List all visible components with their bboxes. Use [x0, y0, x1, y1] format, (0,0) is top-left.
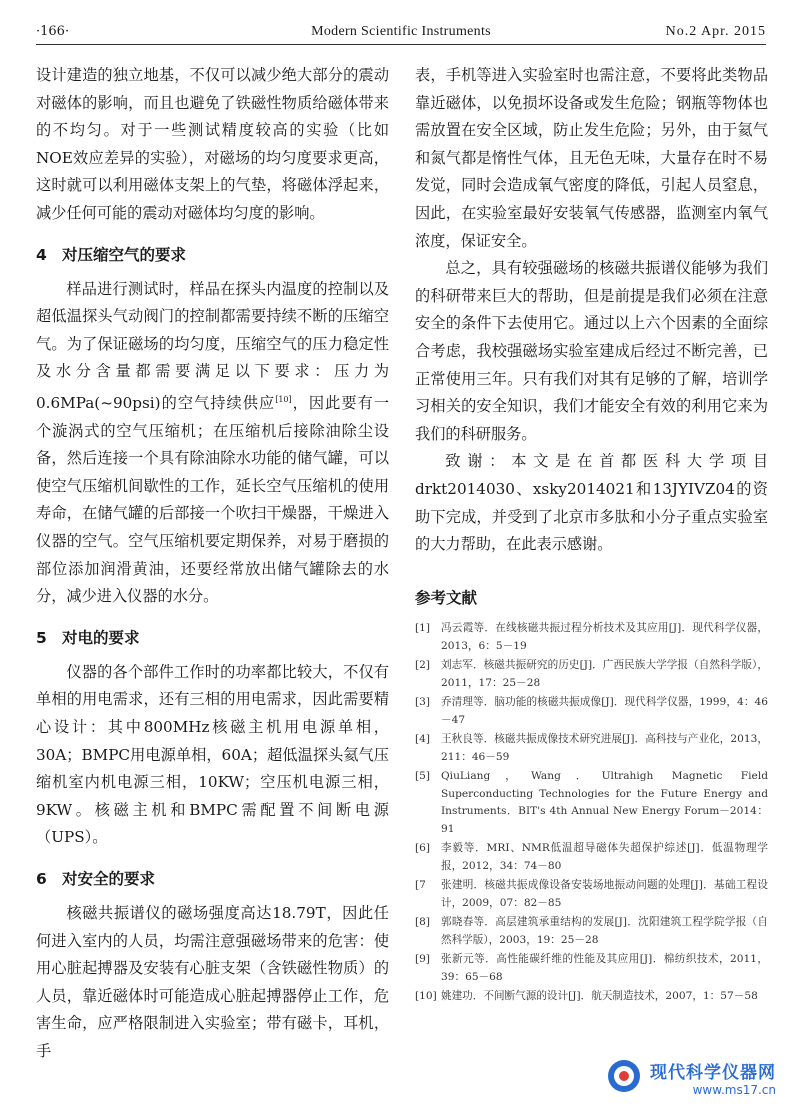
reference-number: [1]	[415, 622, 431, 635]
citation-10: [10]	[275, 394, 292, 404]
section-4-text-a: 样品进行测试时，样品在探头内温度的控制以及超低温探头气动阀门的控制都需要持续不断的压缩空气。为了保证磁场的均匀度，压缩空气的压力稳定性及水分含量都需要满足以下要求：压力为0.6MPa(~90psi)的空气持续供应	[36, 279, 389, 412]
reference-number: [7	[415, 879, 426, 892]
reference-item	[415, 840, 768, 875]
continued-paragraph: 表，手机等进入实验室时也需注意，不要将此类物品靠近磁体，以免损坏设备或发生危险；钢瓶等物体也需放置在安全区域，防止发生危险；另外，由于氦气和氮气都是惰性气体，且无色无味，大量存在时不易发觉，同时会造成氧气密度的降低，引起人员窒息，因此，在实验室最好安装氧气传感器，监测室内氧气浓度，保证安全。	[415, 66, 768, 250]
section-6-heading	[36, 868, 389, 890]
reference-item	[415, 768, 768, 838]
site-logo-icon	[606, 1058, 642, 1094]
reference-text: 姚建功．不间断气源的设计[J]．航天制造技术，2007，1：57－58	[441, 990, 758, 1003]
intro-paragraph: 设计建造的独立地基，不仅可以减少绝大部分的震动对磁体的影响，而且也避免了铁磁性物质给磁体带来的不均匀。对于一些测试精度较高的实验（比如NOE效应差异的实验），对磁场的均匀度要求更高，这时就可以利用磁体支架上的气垫，将磁体浮起来，减少任何可能的震动对磁体均匀度的影响。	[36, 66, 389, 222]
journal-name: Modern Scientific Instruments	[311, 24, 491, 39]
reference-number: [9]	[415, 953, 431, 966]
reference-number: [2]	[415, 659, 431, 672]
section-4-title: 对压缩空气的要求	[62, 245, 187, 264]
reference-item	[415, 731, 768, 766]
section-4-paragraph	[36, 276, 389, 611]
reference-text: 乔清理等．脑功能的核磁共振成像[J]．现代科学仪器，1999，4：46－47	[441, 696, 768, 726]
reference-number: [6]	[415, 842, 431, 855]
section-4-heading	[36, 244, 389, 266]
acknowledgement-paragraph: 致谢：本文是在首都医科大学项目drkt2014030、xsky2014021和13JYIVZ04的资助下完成，并受到了北京市多肽和小分子重点实验室的大力帮助，在此表示感谢。	[415, 452, 768, 554]
reference-text: 郭晓春等．高层建筑承重结构的发展[J]．沈阳建筑工程学院学报（自然科学版），2003，19：25－28	[441, 916, 768, 946]
reference-number: [10]	[415, 990, 437, 1003]
right-column	[415, 62, 768, 1008]
page-number: ·166·	[36, 24, 70, 39]
reference-item	[415, 657, 768, 692]
reference-item	[415, 877, 768, 912]
section-5-title: 对电的要求	[62, 628, 140, 647]
site-watermark	[650, 1058, 776, 1097]
section-5-heading	[36, 627, 389, 649]
reference-number: [5]	[415, 770, 431, 783]
section-6-paragraph: 核磁共振谱仪的磁场强度高达18.79T，因此任何进入室内的人员，均需注意强磁场带来的危害：使用心脏起搏器及安装有心脏支架（含铁磁性物质）的人员，靠近磁体时可能造成心脏起搏器停止工作，危害生命，应严格限制进入实验室；带有磁卡，耳机，手	[36, 903, 389, 1060]
reference-text: 刘志军．核磁共振研究的历史[J]．广西民族大学学报（自然科学版），2011，17：25－28	[441, 659, 768, 689]
reference-item	[415, 620, 768, 655]
section-6-title: 对安全的要求	[62, 869, 156, 888]
section-6-number: 6	[36, 869, 47, 888]
issue-info: No.2 Apr. 2015	[665, 24, 766, 39]
section-4-text-b: ，因此要有一个漩涡式的空气压缩机；在压缩机后接除油除尘设备，然后连接一个具有除油除水功能的储气罐，可以使空气压缩机间歇性的工作，延长空气压缩机的使用寿命，在储气罐的后部接一个吹扫干燥器，干燥进入仪器的空气。空气压缩机要定期保养，对易于磨损的部位添加润滑黄油，还要经常放出储气罐除去的水分，减少进入仪器的水分。	[36, 394, 390, 606]
running-header	[36, 22, 766, 45]
reference-text: 张建明．核磁共振成像设备安装场地振动问题的处理[J]．基础工程设计，2009，07：82－85	[441, 879, 768, 909]
reference-number: [8]	[415, 916, 431, 929]
section-5-number: 5	[36, 628, 47, 647]
section-4-number: 4	[36, 245, 47, 264]
section-5-paragraph: 仪器的各个部件工作时的功率都比较大，不仅有单相的用电需求，还有三相的用电需求，因此需要精心设计：其中800MHz核磁主机用电源单相，30A；BMPC用电源单相，60A；超低温探头氦气压缩机室内机电源三相，10KW；空压机电源三相，9KW。核磁主机和BMPC需配置不间断电源（UPS）。	[36, 662, 389, 847]
reference-item	[415, 914, 768, 949]
left-column	[36, 62, 389, 1065]
reference-list	[415, 620, 768, 1006]
reference-item	[415, 694, 768, 729]
reference-text: 冯云霞等．在线核磁共振过程分析技术及其应用[J]．现代科学仪器，2013，6：5－19	[441, 622, 768, 652]
references-heading: 参考文献	[415, 588, 478, 607]
reference-number: [3]	[415, 696, 431, 709]
reference-text: 王秋良等．核磁共振成像技术研究进展[J]．高科技与产业化，2013，211：46－59	[441, 733, 768, 763]
reference-text: 张新元等．高性能碳纤维的性能及其应用[J]．棉纺织技术，2011，39：65－68	[441, 953, 768, 983]
reference-item	[415, 988, 768, 1006]
summary-paragraph: 总之，具有较强磁场的核磁共振谱仪能够为我们的科研带来巨大的帮助，但是前提是我们必须在注意安全的条件下去使用它。通过以上六个因素的全面综合考虑，我校强磁场实验室建成后经过不断完善，已正常使用三年。只有我们对其有足够的了解，培训学习相关的安全知识，我们才能安全有效的利用它来为我们的科研服务。	[415, 259, 768, 443]
watermark-url: www.ms17.cn	[692, 1083, 776, 1097]
reference-text: QiuLiang，Wang．Ultrahigh Magnetic Field Superconducting Technologies for the Future Energy and Instruments．BIT's 4th Annual New Energy Forum－2014：91	[441, 770, 768, 835]
watermark-title: 现代科学仪器网	[650, 1063, 776, 1083]
reference-text: 李毅等．MRI、NMR低温超导磁体失超保护综述[J]．低温物理学报，2012，34：74－80	[441, 842, 768, 872]
reference-number: [4]	[415, 733, 431, 746]
reference-item	[415, 951, 768, 986]
